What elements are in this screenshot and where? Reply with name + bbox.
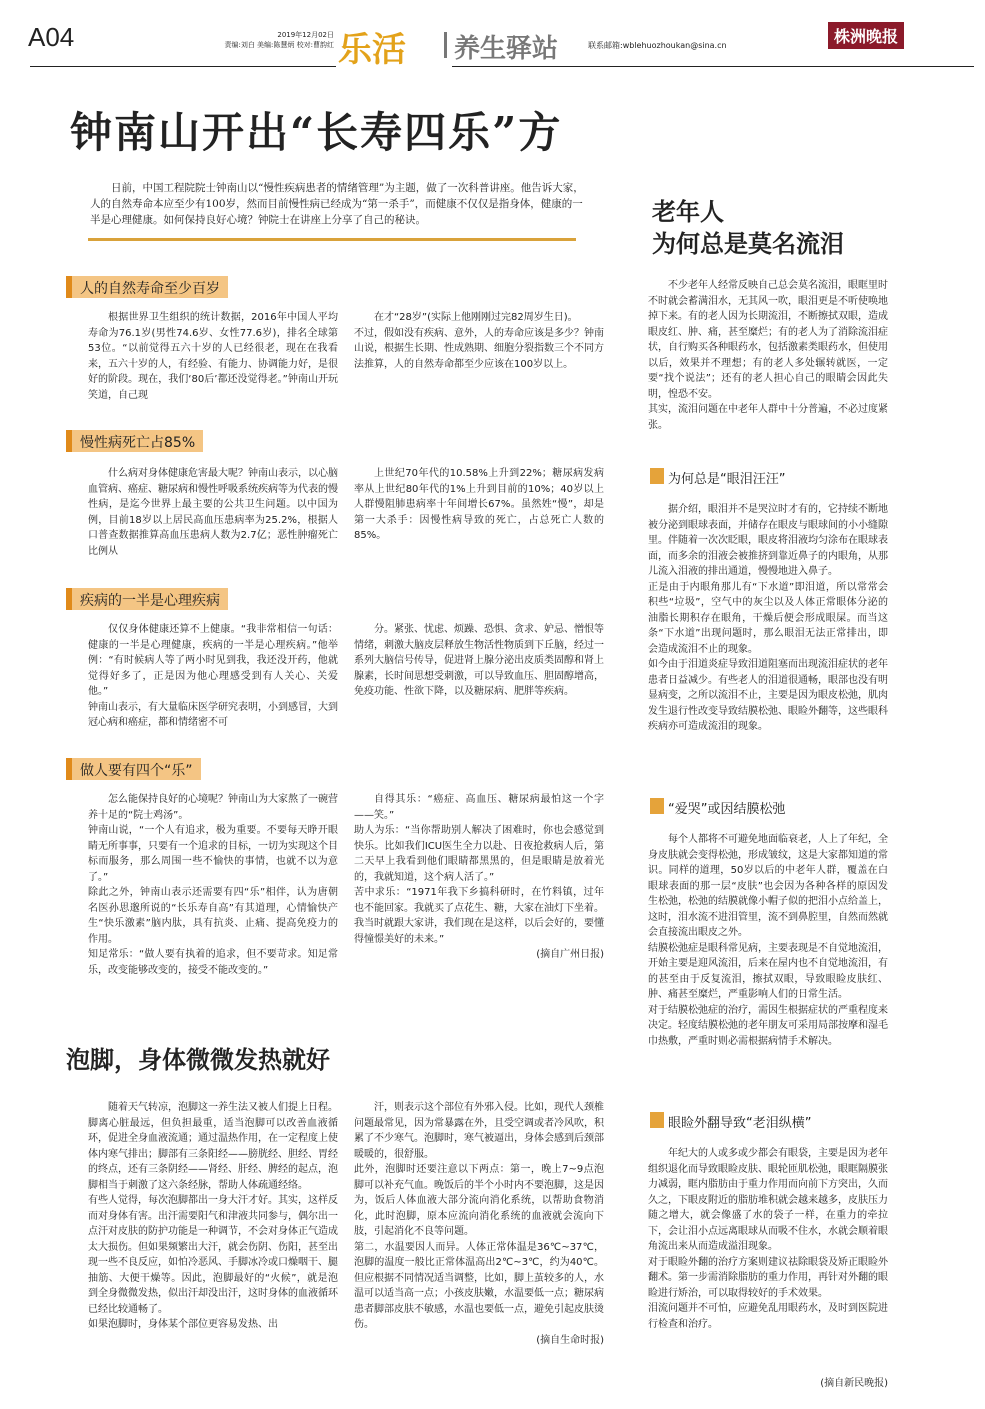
- headline: 泡脚，身体微微发热就好: [66, 1045, 330, 1074]
- section-body: [88, 792, 604, 978]
- divider: [452, 66, 974, 67]
- paragraph: 怎么能保持良好的心境呢？钟南山为大家熬了一碗营养十足的“院士鸡汤”。 钟南山说，“一个人有追求，极为重要。不要每天睁开眼睛无所事事，只要有一个追求的目标，一切为实现这个目标而服务，那么周围一些不愉快的事情，也就不以为意了。” 除此之外，钟南山表示还需要有四“乐”相伴，认为唐朝名医孙思邈所说的“长乐寿自高”有其道理，心情愉快产生“快乐激素”脑内肽，具有抗炎、止痛、提高免疫力的作用。 知足常乐：“做人要有执着的追求，但不要苛求。知足常乐，改变能够改变的，接受不能改变的。”: [88, 794, 338, 976]
- subhead: 慢性病死亡占85%: [66, 430, 203, 452]
- headline: 钟南山开出“长寿四乐”方: [70, 108, 563, 157]
- headline: 老年人 为何总是莫名流泪: [652, 197, 844, 258]
- paragraph: 每个人都将不可避免地面临衰老，人上了年纪，全身皮肤就会变得松弛，形成皱纹，这是大家都知道的常识。同样的道理，50岁以后的中老年人群，覆盖在白眼球表面的那一层“皮肤”也会因为各种各样的原因发生松弛，松弛的结膜就像小帽子似的把泪小点给盖上，这时，泪水流不进泪管里，流不到鼻腔里，自然而然就会直接流出眼皮之外。 结膜松弛症是眼科常见病，主要表现是不自觉地流泪，开始主要是迎风流泪，后来在屋内也不自觉地流泪，有的甚至由于反复流泪，擦拭双眼，导致眼睑皮肤红、肿、痛甚至糜烂，严重影响人们的日常生活。 对于结膜松弛症的治疗，需因生根据症状的严重程度来决定。轻度结膜松弛的老年朋友可采用局部按摩和湿毛巾热敷，严重时则必需根据病情手术解决。: [648, 834, 888, 1047]
- paragraph: 根据世界卫生组织的统计数据，2016年中国人平均寿命为76.1岁(男性74.6岁、女性77.6岁)，排名全球第53位。“以前觉得五六十岁的人已经很老，现在在我看来，五六十岁的人，有经验、有能力、协调能力好，是很好的阶段。现在，我们‘80后’都还没觉得老。”钟南山开玩笑道，自己现: [88, 312, 338, 401]
- divider: [30, 66, 336, 67]
- lead-underline: [88, 238, 576, 241]
- subhead: 疾病的一半是心理疾病: [66, 588, 228, 610]
- subhead: “爱哭”或因结膜松弛: [648, 798, 785, 817]
- paragraph: 仅仅身体健康还算不上健康。“我非常相信一句话：健康的一半是心理健康，疾病的一半是心理疾病。”他举例：“有时候病人等了两小时见到我，我还没开药，他就觉得好多了，正是因为他心理感受到有人关心、关爱他。” 钟南山表示，有大量临床医学研究表明，小到感冒，大到冠心病和癌症，都和情绪密不可: [88, 624, 338, 728]
- subhead: 做人要有四个“乐”: [66, 758, 201, 780]
- section-body: [88, 622, 604, 731]
- subhead: 人的自然寿命至少百岁: [66, 276, 228, 298]
- paragraph: 自得其乐：“癌症、高血压、糖尿病最怕这一个字——笑。” 助人为乐：“当你帮助别人解决了困难时，你也会感觉到快乐。比如我们ICU医生全力以赴、日夜抢救病人后，第二天早上我看到他们眼睛都黑黑的，但是眼睛是放着光的，我就知道，这个病人活了。” 苦中求乐：“1971年我下乡搞科研时，在竹料镇，过年也不能回家。我就买了点花生、糖，大家在油灯下坐着。我当时就跟大家讲，我们现在是这样，以后会好的，要懂得憧憬美好的未来。”: [354, 794, 604, 945]
- paragraph: 分。紧张、忧虑、烦躁、恐惧、贪求、妒忌、憎恨等情绪，刺激大脑皮层释放生物活性物质到下丘脑，经过一系列大脑信号传导，促进肾上腺分泌出皮质类固醇和肾上腺素，长时间思想受刺激，可以导致血压、胆固醇增高，免疫功能、性欲下降，以及糖尿病、肥胖等疾病。: [354, 624, 604, 697]
- section-logo: 乐活: [338, 30, 406, 70]
- masthead-meta: [184, 30, 334, 50]
- paragraph: 年纪大的人或多或少都会有眼袋，主要是因为老年组织退化而导致眼睑皮肤、眼轮匝肌松弛，眼眶隔膜张力减弱，眶内脂肪由于重力作用而向前下方突出，久而久之，下眼皮附近的脂肪堆积就会越来越多，皮肤压力随之增大，就会像盛了水的袋子一样，在重力的牵拉下，会让泪小点远离眼球从而吸不住水，水就会顺着眼角流出来从而造成溢泪现象。 对于眼睑外翻的治疗方案则建议祛除眼袋及矫正眼睑外翻术。第一步需消除脂肪的重力作用，再针对外翻的眼睑进行矫治，可以取得较好的手术效果。 泪流问题并不可怕，应避免乱用眼药水，及时到医院进行检查和治疗。: [648, 1148, 888, 1330]
- paragraph: 在才“28岁”(实际上他刚刚过完82周岁生日)。 不过，假如没有疾病、意外，人的寿命应该是多少？钟南山说，根据生长期、性成熟期、细胞分裂指数三个不同方法推算，人的自然寿命都至少应该在100岁以上。: [354, 312, 604, 370]
- section-body: [88, 466, 604, 559]
- credits: 责编:刘白 美编:陈慧炳 校对:曹韵红: [224, 41, 334, 49]
- source: (摘自新民晚报): [820, 1378, 888, 1389]
- page-number: A04: [28, 22, 75, 52]
- contact-email: 联系邮箱:wblehuozhoukan@sina.cn: [588, 41, 727, 50]
- source: (摘自广州日报): [536, 949, 604, 960]
- paragraph: 据介绍，眼泪并不是哭泣时才有的，它持续不断地被分泌到眼球表面，并储存在眼皮与眼球间的小小缝隙里。伴随着一次次眨眼，眼皮将泪液均匀涂布在眼球表面，而多余的泪液会被推挤到靠近鼻子的内眼角，从那儿流入泪液的排出通道，慢慢地进入鼻子。 正是由于内眼角那儿有“下水道”即泪道，所以常常会积些“垃圾”，空气中的灰尘以及人体正常眼体分泌的油脂长期积存在眼角，干燥后便会形成眼屎。而当这条“下水道”出现问题时，那么眼泪无法正常排出，即会造成流泪不止的现象。 如今由于泪道炎症导致泪道阻塞而出现流泪症状的老年患者日益减少。有些老人的泪道很通畅，眼部也没有明显病变，之所以流泪不止，主要是因为眼皮松弛，肌肉发生退行性改变导致结膜松弛、眼睑外翻等，这些眼科疾病亦可造成流泪的现象。: [648, 504, 888, 732]
- article-body: [88, 1100, 604, 1348]
- paragraph: 随着天气转凉，泡脚这一养生法又被人们提上日程。脚离心脏最远，但负担最重，适当泡脚可以改善血液循环，促进全身血液流通；通过温热作用，在一定程度上使体内寒气排出；脚部有三条阳经——膀胱经、胆经、胃经的终点，还有三条阴经——肾经、肝经、脾经的起点，泡脚相当于刺激了这六条经脉，帮助人体疏通经络。 有些人觉得，每次泡脚都出一身大汗才好。其实，这样反而对身体有害。出汗需要阳气和津液共同参与，偶尔出一点汗对皮肤的防护功能是一种调节，不会对身体正气造成太大损伤。但如果频繁出大汗，就会伤阴、伤阳，甚至出现一些不良反应，如怕冷恶风、手脚冰冷或口燥咽干、腿抽筋、大便干燥等。因此，泡脚最好的“火候”，就是泡到全身微微发热，似出汗却没出汗，这时身体的血液循环已经比较通畅了。 如果泡脚时，身体某个部位更容易发热、出: [88, 1102, 338, 1330]
- paragraph: 不少老年人经常反映自己总会莫名流泪，眼眶里时不时就会蓄满泪水，无其风一吹，眼泪更是不听使唤地掉下来。有的老人因为长期流泪，不断擦拭双眼，造成眼皮红、肿、痛，甚至糜烂；有的老人为了消除流泪症状，自行购买各种眼药水，包括激素类眼药水，但使用以后，效果并不理想；有的老人多处辗转就医，一定要“找个说法”；还有的老人担心自己的眼睛会因此失明，惶恐不安。 其实，流泪问题在中老年人群中十分普遍，不必过度紧张。: [648, 280, 888, 431]
- source: (摘自生命时报): [536, 1334, 604, 1346]
- lead-paragraph: 日前，中国工程院院士钟南山以“慢性疾病患者的情绪管理”为主题，做了一次科普讲座。他告诉大家，人的自然寿命本应至少有100岁，然而目前慢性病已经成为“第一杀手”，而健康不仅仅是指身体，健康的一半是心理健康。如何保持良好心境？钟院士在讲座上分享了自己的秘诀。: [90, 182, 584, 226]
- newspaper-logo: 株洲晚报: [828, 22, 904, 49]
- divider: [444, 32, 447, 58]
- subhead: 眼睑外翻导致“老泪纵横”: [648, 1112, 811, 1131]
- section-title: 养生驿站: [454, 34, 559, 64]
- section-body: [88, 310, 604, 403]
- issue-date: 2019年12月02日: [277, 31, 334, 39]
- subhead: 为何总是“眼泪汪汪”: [648, 468, 785, 487]
- paragraph: 汗，则表示这个部位有外邪入侵。比如，现代人颈椎问题最常见，因为常暴露在外，且受空调或者冷风吹，积累了不少寒气。泡脚时，寒气被逼出，身体会感到后颈部暖暖的，很舒服。 此外，泡脚时还要注意以下两点：第一，晚上7~9点泡脚可以补充气血。晚饭后的半个小时内不要泡脚，这是因为，饭后人体血液大部分流向消化系统，以帮助食物消化，此时泡脚，原本应流向消化系统的血液就会流向下肢，引起消化不良等问题。 第二，水温要因人而异。人体正常体温是36℃~37℃，泡脚的温度一般比正常体温高出2℃~3℃，约为40℃。但应根据不同情况适当调整，比如，脚上茧较多的人，水温可以适当高一点；小孩皮肤嫩，水温要低一点；糖尿病患者脚部皮肤不敏感，水温也要低一点，避免引起皮肤烫伤。: [354, 1102, 604, 1330]
- paragraph: 什么病对身体健康危害最大呢？钟南山表示，以心脑血管病、癌症、糖尿病和慢性呼吸系统疾病等为代表的慢性病，是迄今世界上最主要的公共卫生问题。以中国为例，目前18岁以上居民高血压患病率为25.2%，根据人口普查数据推算高血压患病人数为2.7亿；恶性肿瘤死亡比例从: [88, 468, 338, 557]
- paragraph: 上世纪70年代的10.58%上升到22%；糖尿病发病率从上世纪80年代的1%上升到目前的10%；40岁以上人群慢阻肺患病率十年间增长67%。虽然姓“慢”，却是第一大杀手：因慢性病导致的死亡，占总死亡人数的85%。: [354, 468, 604, 541]
